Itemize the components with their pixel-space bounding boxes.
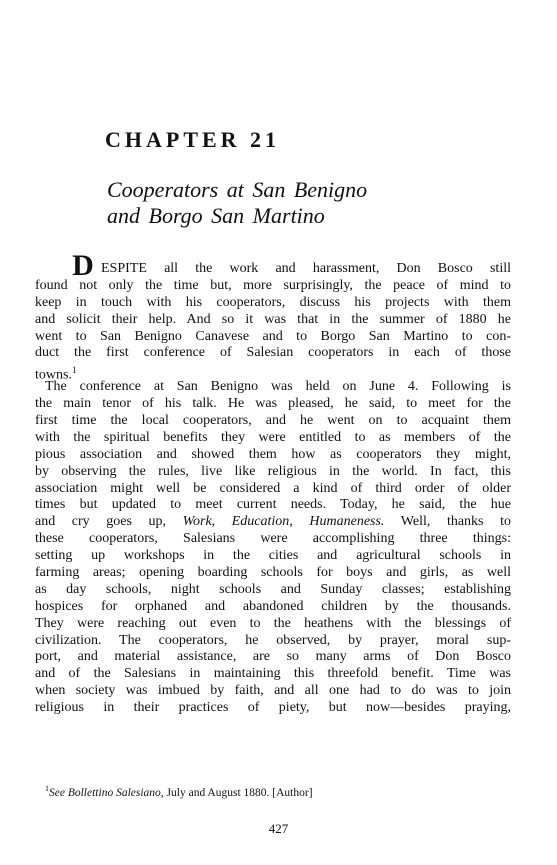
chapter-title-line: Cooperators at San Benigno	[107, 177, 368, 202]
text-line: and of the Salesians in maintaining this threefold benefit. Time was	[35, 666, 511, 682]
italic-phrase: Work, Education, Humaneness.	[182, 514, 385, 530]
text-line: these cooperators, Salesians were accomplishing three things:	[35, 531, 511, 547]
footnote-text: July and August 1880. [Author]	[163, 786, 313, 799]
text-line: association might well be considered a kind of third order of older	[35, 480, 511, 496]
text-line: times but updated to meet current needs. Today, he said, the hue	[35, 497, 511, 513]
text-line-content: towns.	[35, 368, 72, 380]
text-line: duct the first conference of Salesian cooperators in each of those	[35, 345, 511, 361]
footnote-source: See Bollettino Salesiano,	[49, 786, 164, 799]
text-line: by observing the rules, live like religious in the world. In fact, this	[35, 463, 511, 479]
text-line: with the spiritual benefits they were entitled to as members of the	[35, 429, 511, 445]
page-number: 427	[268, 821, 289, 836]
text-line	[35, 362, 511, 379]
chapter-heading: CHAPTER 21	[105, 127, 281, 152]
text-line: pious association and showed them how as cooperators they might,	[35, 446, 511, 462]
text-line-content: and cry goes up,	[35, 514, 167, 530]
text-line: hospices for orphaned and abandoned children by the thousands.	[35, 598, 511, 614]
text-line: ESPITE all the work and harassment, Don Bosco still	[101, 261, 511, 276]
body-text	[35, 261, 511, 717]
text-line: civilization. The cooperators, he observed, by prayer, moral sup-	[35, 632, 511, 648]
text-line: the main tenor of his talk. He was pleased, he said, to meet for the	[35, 396, 511, 412]
text-line: went to San Benigno Canavese and to Borgo San Martino to con-	[35, 328, 511, 344]
footnote-reference: 1	[71, 365, 77, 376]
chapter-title	[107, 177, 367, 229]
text-line: They were reaching out even to the heathens with the blessings of	[35, 615, 511, 631]
footnote-mark: 1	[45, 784, 49, 793]
chapter-title-line: and Borgo San Martino	[107, 203, 325, 228]
footnote	[45, 784, 313, 799]
text-line: port, and material assistance, are so many arms of Don Bosco	[35, 649, 511, 665]
text-line	[35, 514, 511, 531]
text-line-content: Well, thanks to	[384, 514, 511, 530]
text-line: religious in their practices of piety, but now—besides praying,	[35, 700, 511, 716]
text-line: farming areas; opening boarding schools for boys and girls, as well	[35, 565, 511, 581]
text-line: The conference at San Benigno was held on June 4. Following is	[45, 379, 511, 395]
text-line: and solicit their help. And so it was that in the summer of 1880 he	[35, 311, 511, 327]
text-line: keep in touch with his cooperators, discuss his projects with them	[35, 294, 511, 310]
drop-cap: D	[72, 249, 94, 282]
text-line: setting up workshops in the cities and agricultural schools in	[35, 548, 511, 564]
text-line: as day schools, night schools and Sunday classes; establishing	[35, 581, 511, 597]
text-line: first time the local cooperators, and he went on to acquaint them	[35, 413, 511, 429]
text-line: found not only the time but, more surprisingly, the peace of mind to	[35, 277, 511, 293]
text-line: when society was imbued by faith, and all one had to do was to join	[35, 683, 511, 699]
